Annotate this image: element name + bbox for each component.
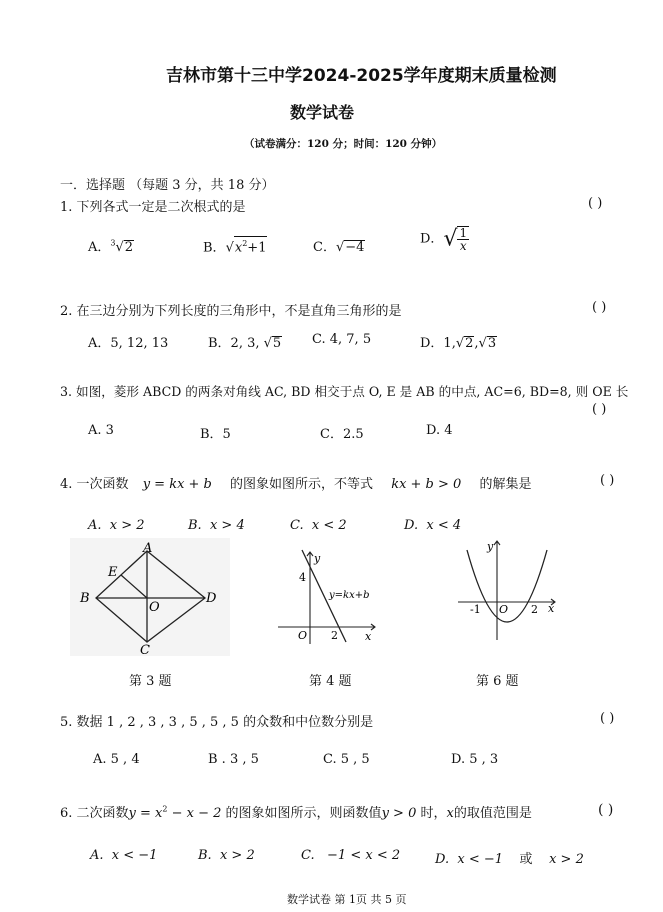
- q2-b-radicand: 5: [272, 336, 282, 351]
- q2-d-comma: ,: [474, 336, 479, 351]
- q6-stem: [60, 802, 532, 821]
- q5-option-b: B . 3 , 5: [208, 752, 259, 767]
- q6-a-label: A.: [90, 848, 104, 863]
- q6-option-a: [90, 848, 157, 863]
- fig6-label-y: y: [487, 540, 494, 553]
- q4-b-value: x > 4: [209, 518, 245, 533]
- q4-answer-bracket: ( ): [600, 473, 615, 488]
- fig4-label-line: y=kx+b: [329, 590, 370, 601]
- q1-d-den: x: [459, 239, 467, 253]
- q6-stem-eq-exp: 2: [162, 804, 168, 814]
- q4-stem-post: 的解集是: [479, 477, 532, 492]
- exam-title: 吉林市第十三中学2024-2025学年度期末质量检测: [166, 66, 557, 86]
- q4-stem-ineq: kx + b > 0: [391, 477, 462, 492]
- q4-stem-pre: 4. 一次函数: [60, 477, 129, 492]
- fig4-caption: 第 4 题: [309, 674, 352, 689]
- q1-answer-bracket: ( ): [588, 196, 603, 211]
- q6-stem-end: 的取值范围是: [453, 806, 532, 821]
- fig3-label-e: E: [108, 565, 118, 580]
- q4-option-a: [88, 518, 145, 533]
- fig6-label-origin: O: [499, 603, 509, 616]
- fig6-label-two: 2: [531, 603, 538, 616]
- q5-option-d: D. 5 , 3: [451, 752, 499, 767]
- fig3-caption: 第 3 题: [129, 674, 172, 689]
- fig3-label-c: C: [140, 643, 150, 656]
- q6-c-label: C.: [301, 848, 315, 863]
- q1-c-label: C．: [313, 240, 336, 255]
- q4-option-c: [290, 518, 347, 533]
- fig4-label-two: 2: [331, 629, 338, 642]
- q1-option-a: A．$^3$√2: [88, 238, 134, 255]
- fig3-label-d: D: [206, 591, 217, 606]
- fig4-label-y: y: [314, 552, 321, 565]
- q2-answer-bracket: ( ): [592, 300, 607, 315]
- q4-stem-eq: y = kx + b: [142, 477, 212, 492]
- q1-d-num: 1: [459, 226, 468, 240]
- q1-b-exp: 2: [242, 239, 248, 248]
- q3-option-a: A. 3: [88, 423, 114, 438]
- q6-answer-bracket: ( ): [598, 802, 614, 818]
- q1-c-radicand: −4: [345, 240, 365, 255]
- fig4-label-four: 4: [299, 571, 306, 584]
- q6-d-value: x < −1: [457, 852, 504, 867]
- q6-stem-var: x: [446, 806, 454, 821]
- fig3-label-b: B: [80, 591, 90, 606]
- q1-b-rest: +1: [247, 240, 267, 256]
- q1-a-index: 3: [110, 238, 116, 248]
- q6-c-value: −1 < x < 2: [327, 848, 401, 863]
- q2-option-c: C. 4, 7, 5: [312, 332, 372, 347]
- q5-option-a: A. 5 , 4: [93, 752, 140, 767]
- q4-a-value: x > 2: [109, 518, 145, 533]
- q2-option-d: D．1,√2,√3: [420, 336, 497, 351]
- figure-6-parabola: [455, 538, 565, 642]
- fig6-caption: 第 6 题: [476, 674, 519, 689]
- q1-a-label: A．: [88, 240, 111, 255]
- fig6-label-x: x: [548, 602, 555, 615]
- fig3-label-o: O: [149, 600, 160, 615]
- q4-option-b: [188, 518, 245, 533]
- q6-option-c: [301, 848, 400, 863]
- q4-stem-mid: 的图象如图所示，不等式: [230, 477, 374, 492]
- fig6-label-neg1: -1: [470, 603, 481, 616]
- q5-answer-bracket: ( ): [600, 711, 615, 726]
- q4-a-label: A.: [88, 518, 102, 533]
- figure-4-linear: [275, 548, 380, 648]
- q3-stem: 3. 如图，菱形 ABCD 的两条对角线 AC, BD 相交于点 O, E 是 AB 的中点, AC=6, BD=8, 则 OE 长: [60, 384, 629, 399]
- q4-c-value: x < 2: [311, 518, 347, 533]
- q1-stem: 1. 下列各式一定是二次根式的是: [60, 200, 246, 215]
- fig3-label-a: A: [143, 541, 153, 556]
- q6-option-d: [435, 848, 584, 867]
- q2-b-label: B．2, 3,: [208, 336, 264, 351]
- q4-c-label: C.: [290, 518, 304, 533]
- exam-note: （试卷满分：120 分；时间：120 分钟）: [244, 138, 443, 150]
- q6-stem-eq-rest: − x − 2: [167, 806, 222, 821]
- q2-stem: 2. 在三边分别为下列长度的三角形中，不是直角三角形的是: [60, 304, 402, 319]
- q3-answer-bracket: ( ): [592, 402, 607, 417]
- q1-b-label: B．: [203, 240, 226, 256]
- q4-b-label: B.: [188, 518, 202, 533]
- q1-b-base: x: [234, 240, 243, 256]
- q6-option-b: [198, 848, 255, 863]
- q1-option-c: C．√−4: [313, 240, 365, 255]
- fig4-label-x: x: [365, 630, 372, 643]
- q6-stem-mid: 的图象如图所示，则函数值: [225, 806, 382, 821]
- figure-3-rhombus: [70, 538, 230, 656]
- q1-d-label: D．: [420, 231, 444, 247]
- q6-stem-post: 时，: [420, 806, 447, 821]
- q6-d-label: D.: [435, 852, 450, 867]
- q3-option-d: D. 4: [426, 423, 453, 438]
- q6-d-value-2: x > 2: [549, 852, 584, 867]
- q4-d-value: x < 4: [426, 518, 462, 533]
- q4-d-label: D.: [404, 518, 419, 533]
- section-heading: 一．选择题 （每题 3 分，共 18 分）: [60, 178, 275, 193]
- q2-d-rad2: 3: [487, 336, 497, 351]
- q4-stem: [60, 473, 531, 492]
- q1-a-radicand: 2: [124, 240, 134, 255]
- q6-stem-eq-y: y = x: [128, 806, 163, 821]
- q2-d-label: D．1,: [420, 336, 456, 351]
- q5-option-c: C. 5 , 5: [323, 752, 370, 767]
- exam-subtitle: 数学试卷: [290, 103, 355, 122]
- q3-option-b: B．5: [200, 427, 231, 442]
- q4-option-d: [404, 518, 461, 533]
- q6-b-value: x > 2: [219, 848, 255, 863]
- q1-option-d: D．√ $\frac{1}{x}$: [420, 226, 468, 253]
- q6-stem-pre: 6. 二次函数: [60, 806, 129, 821]
- q1-option-b: B．$√x^2+1$: [203, 236, 267, 255]
- q6-d-or: 或: [519, 852, 533, 867]
- q2-option-a: A．5, 12, 13: [88, 336, 169, 351]
- q2-option-b: B．2, 3, √5: [208, 336, 282, 351]
- q5-stem: 5. 数据 1 , 2 , 3 , 3 , 5 , 5 , 5 的众数和中位数分别是: [60, 715, 374, 730]
- q2-d-rad1: 2: [465, 336, 474, 351]
- fig4-label-origin: O: [298, 629, 308, 642]
- q6-a-value: x < −1: [111, 848, 158, 863]
- q6-b-label: B.: [198, 848, 212, 863]
- q3-option-c: C．2.5: [320, 427, 364, 442]
- q6-stem-cond: y > 0: [381, 806, 417, 821]
- page-footer: 数学试卷 第 1页 共 5 页: [287, 893, 407, 906]
